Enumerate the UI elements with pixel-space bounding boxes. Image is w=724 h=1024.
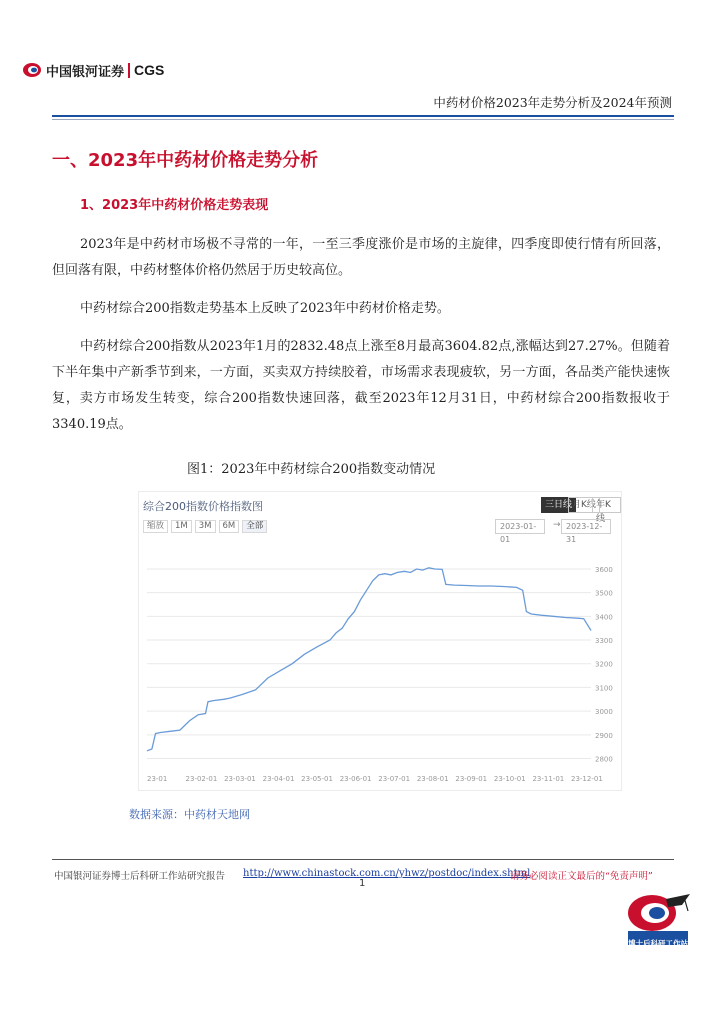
paragraph-2: 中药材综合200指数走势基本上反映了2023年中药材价格走势。 <box>80 301 450 316</box>
y-tick-label: 3600 <box>595 565 613 574</box>
view-button-yearly[interactable]: 年K线 <box>592 497 621 513</box>
y-tick-label: 3200 <box>595 660 613 669</box>
company-logo <box>22 60 164 80</box>
series-line-0 <box>147 568 591 751</box>
footer-rule <box>52 859 674 860</box>
chart-title: 综合200指数价格指数图 <box>143 500 263 513</box>
y-tick-label: 3400 <box>595 613 613 622</box>
footer-institution: 中国银河证券博士后科研工作站研究报告 <box>54 871 226 882</box>
document-title: 中药材价格2023年走势分析及2024年预测 <box>433 95 672 110</box>
x-tick-label: 23-03-01 <box>224 775 256 783</box>
header-rule-thin <box>52 119 674 120</box>
logo-chinese-name: 中国银河证券 <box>46 64 125 80</box>
cgs-logo-icon <box>22 62 42 78</box>
date-range-separator: → <box>553 520 561 530</box>
x-tick-label: 23-10-01 <box>493 775 526 783</box>
y-tick-label: 3500 <box>595 589 613 598</box>
logo-english-name: CGS <box>134 62 165 78</box>
figure-caption: 图1：2023年中药材综合200指数变动情况 <box>187 462 436 477</box>
view-button-daily[interactable]: 三日线 <box>541 497 576 513</box>
paragraph-3: 中药材综合200指数从2023年1月的2832.48点上涨至8月最高3604.82点,涨幅达到27.27%。但随着下半年集中产新季节到来，一方面，买卖双方持续胶着，市场需求表现疲软，另一方面，各品类产能快速恢复，卖方市场发生转变，综合200指数快速回落，截至2023年12月31日，中药材综合200指数报收于3340.19点。 <box>52 339 670 432</box>
range-button-3m[interactable]: 3M <box>195 520 216 533</box>
x-tick-label: 23-06-01 <box>339 775 372 783</box>
range-zoom-label: 缩放 <box>143 520 168 533</box>
range-button-1m[interactable]: 1M <box>171 520 192 533</box>
badge-label: 博士后科研工作站 <box>628 939 688 948</box>
paragraph-1: 2023年是中药材市场极不寻常的一年，一至三季度涨价是市场的主旋律，四季度即使行情有所回落，但回落有限，中药材整体价格仍然居于历史较高位。 <box>52 237 670 278</box>
logo-divider <box>128 63 130 78</box>
x-tick-label: 23-05-01 <box>301 775 333 783</box>
y-tick-label: 3100 <box>595 684 613 693</box>
x-tick-label: 23-02-01 <box>185 775 218 783</box>
x-tick-label: 23-11-01 <box>532 775 565 783</box>
x-tick-label: 23-04-01 <box>262 775 295 783</box>
date-to-input[interactable]: 2023-12-31 <box>561 519 611 534</box>
y-tick-label: 2900 <box>595 731 613 740</box>
y-tick-label: 2800 <box>595 755 613 764</box>
index-chart <box>138 491 622 791</box>
y-tick-label: 3300 <box>595 637 613 646</box>
x-tick-label: 23-09-01 <box>455 775 488 783</box>
footer-link[interactable]: http://www.chinastock.com.cn/yhwz/postdoc/index.shtml <box>243 868 531 879</box>
x-tick-label: 23-01 <box>147 775 168 783</box>
view-button-monthly[interactable]: 月K线 <box>568 497 600 513</box>
date-from-input[interactable]: 2023-01-01 <box>495 519 545 534</box>
x-tick-label: 23-08-01 <box>416 775 449 783</box>
range-button-6m[interactable]: 6M <box>219 520 240 533</box>
line-plot <box>139 492 621 790</box>
y-tick-label: 3000 <box>595 708 613 717</box>
page-number: 1 <box>359 878 366 889</box>
x-tick-label: 23-12-01 <box>571 775 603 783</box>
data-source: 数据来源：中药材天地网 <box>129 808 250 821</box>
x-tick-label: 23-07-01 <box>378 775 411 783</box>
section-heading: 一、2023年中药材价格走势分析 <box>52 150 319 171</box>
range-button-all[interactable]: 全部 <box>242 520 267 533</box>
subsection-heading: 1、2023年中药材价格走势表现 <box>80 198 269 213</box>
footer-disclaimer-note: 请务必阅读正文最后的“免责声明” <box>510 871 653 882</box>
header-rule <box>52 115 674 117</box>
